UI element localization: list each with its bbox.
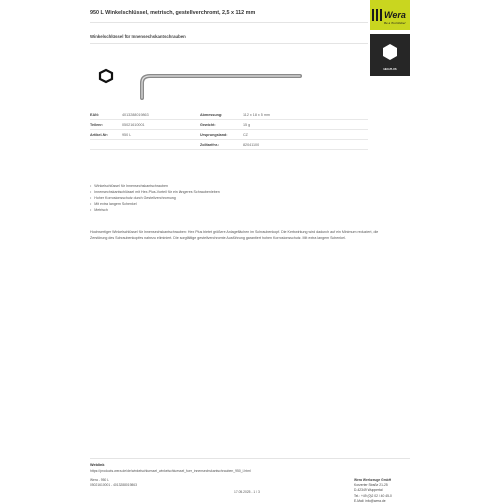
company-name: Wera Werkzeuge GmbH — [354, 478, 392, 482]
spec-label: Teilenr: — [90, 123, 104, 127]
company-phone: Tel.: +49 (0)2 02 / 40 45-0 — [354, 493, 392, 498]
subtitle-divider — [90, 43, 368, 44]
weblink-title: Weblink — [90, 463, 105, 467]
hexagon-icon — [370, 34, 410, 68]
spec-value: 05021610001 — [122, 123, 145, 127]
spec-label: Artikel-Nr: — [90, 133, 109, 137]
spec-label: Ursprungsland: — [200, 133, 228, 137]
footer-product-ref — [90, 478, 137, 488]
spec-row-teilenr — [90, 120, 368, 130]
feature-item: • Innensechskantschlüssel mit Hex-Plus-Vorteil für ein längeres Schraubenleben — [90, 190, 220, 194]
spec-row-zoll — [90, 140, 368, 150]
page-title: 950 L Winkelschlüssel, metrisch, gestellverchromt, 2,5 x 112 mm — [90, 10, 256, 16]
feature-item: • Hoher Korrosionsschutz durch Gestellverchromung — [90, 196, 176, 200]
spec-row-artikel — [90, 130, 368, 140]
hex-plus-label: HEX-PLUS — [383, 68, 397, 71]
product-subtitle: Winkelschlüssel für Innensechskantschrauben — [90, 34, 186, 39]
hex-key-image — [90, 56, 310, 106]
title-divider — [90, 22, 368, 23]
spec-value: CZ — [243, 133, 248, 137]
spec-label: Abmessung: — [200, 113, 223, 117]
footer-product-codes: 05021610001 - 4013288019863 — [90, 483, 137, 488]
weblink-url[interactable]: https://products.wera.de/de/winkelschluessel_winkelschluessel_fuer_innensechskantschrauben_950_l.html — [90, 469, 251, 473]
spec-value: 4013288019863 — [122, 113, 149, 117]
spec-value: 112 x 18 x 5 mm — [243, 113, 270, 117]
footer-divider — [90, 458, 410, 459]
logo-wordmark: Wera — [384, 10, 406, 20]
spec-label: Zolltarifnr.: — [200, 143, 220, 147]
hex-key-short-arm — [142, 76, 300, 98]
feature-item: • Mit extra langem Schenkel — [90, 202, 137, 206]
hex-key-highlight — [142, 76, 300, 98]
spec-value: 950 L — [122, 133, 132, 137]
product-description: Hochwertiger Winkelschlüssel für Innensechskantschrauben: Hex Plus bietet größere Anlageflächen im Schraubenkopf. Die Kerbwirkung wird dadurch auf ein Minimum reduziert, die Zerstörung des Schraubenkopfes nahezu eliminiert. Die sorgfältige gestellverchromte Ausführung garantiert hohen Korrosionsschutz. Mit extra langem Schenkel. — [90, 230, 379, 241]
company-street: Korzerter Straße 21-25 — [354, 483, 388, 488]
company-address — [354, 478, 392, 504]
spec-row-ean — [90, 110, 368, 120]
logo-tagline: Be a Tool Rebel — [384, 21, 406, 25]
feature-item: • Winkelschlüssel für Innensechskantschrauben — [90, 184, 168, 188]
footer-product-name: Wera - 950 L — [90, 478, 109, 482]
spec-value: 82041100 — [243, 143, 260, 147]
spec-label: Gewicht: — [200, 123, 216, 127]
company-city: D-42349 Wuppertal — [354, 488, 383, 493]
spec-label: EAN: — [90, 113, 100, 117]
spec-value: 15 g — [243, 123, 251, 127]
feature-item: • Metrisch — [90, 208, 108, 212]
footer-date-page: 17.05.2025 - 1 / 3 — [234, 490, 260, 494]
hex-profile-icon — [100, 70, 112, 82]
wera-star-icon — [372, 9, 382, 21]
company-email[interactable]: E-Mail: info@wera.de — [354, 498, 386, 503]
